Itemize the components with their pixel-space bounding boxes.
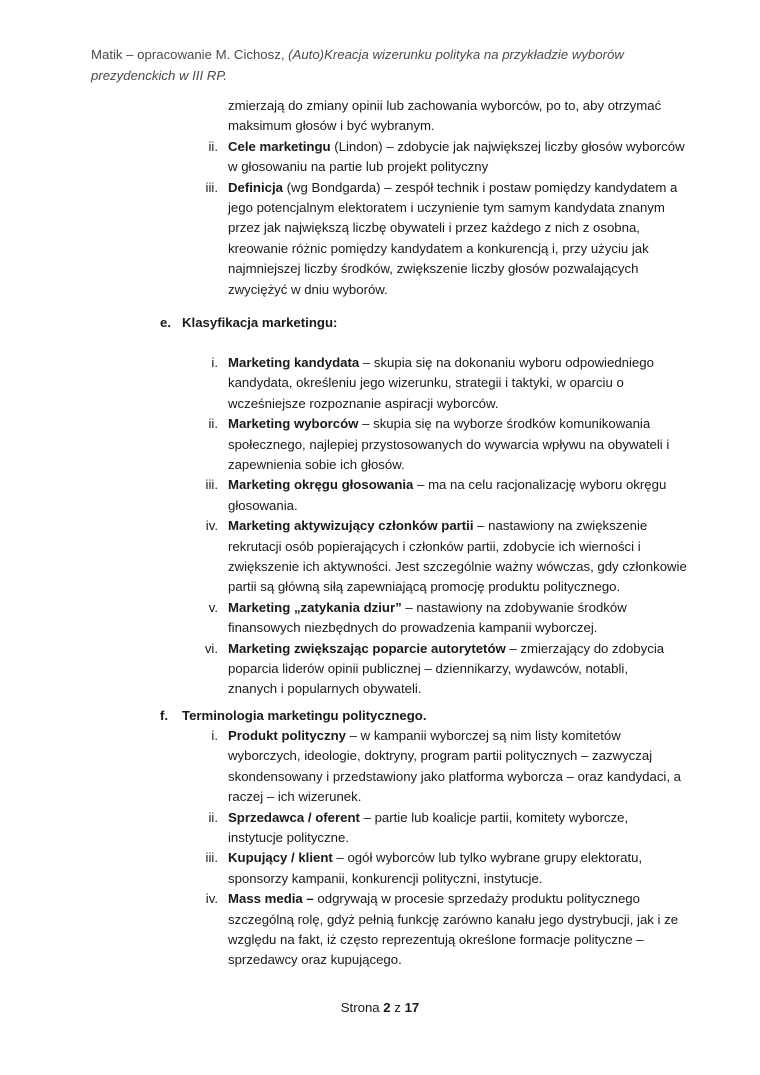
list-item-line <box>228 808 688 828</box>
list-item-line <box>228 239 688 259</box>
list-item-text: (wg Bondgarda) – zespół technik i postaw pomiędzy kandydatem a <box>282 179 678 195</box>
list-item-line <box>228 557 688 577</box>
list-item-text: jego potencjalnym elektoratem i uczynienie tym samym kandydata znanym <box>228 200 665 215</box>
list-item-line <box>228 910 688 930</box>
list-item-line <box>228 157 688 177</box>
list-item <box>228 808 688 849</box>
list-item-line <box>228 618 688 638</box>
section-title-f <box>160 706 426 726</box>
list-item-line <box>228 218 688 238</box>
list-item-text: znanych i popularnych obywateli. <box>228 681 422 697</box>
list-number: i. <box>211 355 218 370</box>
list-item-text: rekrutacji osób popierających i członków partii, zdobycie ich wierności i <box>228 538 641 554</box>
section-letter: f. <box>160 708 169 723</box>
list-item-text: raczej – ich wizerunek. <box>228 789 362 805</box>
list-item-text: poparcia liderów opinii publicznej – dziennikarzy, wydawców, notabli, <box>228 661 628 676</box>
footer-mid: z <box>390 1000 405 1015</box>
list-item-text: instytucje polityczne. <box>228 830 349 845</box>
list-item-term: Mass media – <box>228 891 314 907</box>
list-item <box>228 475 688 516</box>
list-item-line <box>228 767 688 787</box>
header-title-line-2: prezydenckich w III RP. <box>91 68 228 83</box>
list-item-term: Marketing zwiększając poparcie autorytetów <box>228 640 506 656</box>
list-item-text: zapewnienia sobie ich głosów. <box>228 457 405 472</box>
footer-page-number: 2 <box>383 1000 391 1015</box>
list-item-line <box>228 659 688 679</box>
list-item-line <box>228 598 688 618</box>
list-number: ii. <box>208 416 218 432</box>
list-item-line <box>228 373 688 393</box>
list-item-term: Marketing aktywizujący członków partii <box>228 518 474 534</box>
list-item-term: Marketing wyborców <box>228 416 359 432</box>
list-item-text: – nastawiony na zwiększenie <box>473 518 648 534</box>
section-title-e <box>160 313 337 333</box>
list-item-term: Marketing „zatykania dziur” <box>228 599 402 615</box>
list-item-text: społecznego, najlepiej przystosowanych do wywarcia wpływu na obywateli i <box>228 436 670 452</box>
list-item-text: wcześniejsze rozpoznanie aspiracji wyborców. <box>228 395 499 411</box>
list-item <box>228 726 688 808</box>
list-item-line <box>228 889 688 909</box>
list-item-term: Produkt polityczny <box>228 728 346 743</box>
section-title-text: Terminologia marketingu politycznego. <box>182 708 427 723</box>
list-item-term: Kupujący / klient <box>228 850 333 866</box>
header-title: (Auto)Kreacja wizerunku polityka na przykładzie wyborów <box>288 47 624 62</box>
list-item-term: Marketing okręgu głosowania <box>228 477 414 493</box>
list-item-line <box>228 353 688 373</box>
header-line-1 <box>91 44 691 65</box>
list-item <box>228 848 688 889</box>
list-item-line <box>228 516 688 536</box>
list-number: v. <box>208 599 218 615</box>
list-item-line <box>228 869 688 889</box>
list-item-line <box>228 848 688 868</box>
list-item-term: Definicja <box>228 179 283 195</box>
list-item-line <box>228 259 688 279</box>
list-item-term: Cele marketingu <box>228 138 331 154</box>
list-item-text: zwiększenie ich aktywności. Jest szczególnie ważny wówczas, gdy członkowie <box>228 559 687 574</box>
list-item-line <box>228 746 688 766</box>
list-item <box>228 414 688 475</box>
page-header <box>91 44 691 86</box>
list-number: iii. <box>205 477 218 493</box>
list-number: ii. <box>208 138 218 154</box>
list-item-text: odgrywają w procesie sprzedaży produktu politycznego <box>313 891 640 907</box>
list-item-text: wyborczych, ideologie, doktryny, program partii politycznych – zazwyczaj <box>228 748 653 764</box>
list-item-text: finansowych niezbędnych do prowadzenia kampanii wyborczej. <box>228 620 598 636</box>
list-item-line <box>228 577 688 597</box>
list-item-line <box>228 394 688 414</box>
list-item <box>228 516 688 598</box>
list-item-text: – skupia się na dokonaniu wyboru odpowiedniego <box>359 355 654 370</box>
list-item-text: kandydata, określeniu jego wizerunku, strategii i taktyki, w oparciu o <box>228 375 624 391</box>
list-number: vi. <box>204 640 218 656</box>
list-item-term: Marketing kandydata <box>228 355 360 370</box>
list-item-line <box>228 455 688 475</box>
list-item-text: w głosowaniu na partie lub projekt polityczny <box>228 159 489 175</box>
list-item-line <box>228 137 688 157</box>
list-item-line <box>228 787 688 807</box>
list-item-term: Sprzedawca / oferent <box>228 809 360 825</box>
continuation-line: maksimum głosów i być wybranym. <box>228 118 435 134</box>
list-item-line <box>228 537 688 557</box>
list-item-text: – w kampanii wyborczej są nim listy komitetów <box>345 728 621 743</box>
list-item-text: względu na fakt, iż często reprezentują określone formacje polityczne – <box>228 932 644 947</box>
list-item-line <box>228 679 688 699</box>
list-item-text: szczególną rolę, gdyż pełnią funkcję zarówno kanału jego dystrybucji, jak i ze <box>228 911 679 927</box>
section-letter: e. <box>160 315 171 330</box>
list-item-line <box>228 496 688 516</box>
list-number: iii. <box>205 179 218 195</box>
list-item-text: – ma na celu racjonalizację wyboru okręgu <box>413 477 667 493</box>
list-item-text: (Lindon) – zdobycie jak największej liczby głosów wyborców <box>330 138 685 154</box>
list-item <box>228 598 688 639</box>
page-footer <box>0 998 760 1018</box>
list-item-text: – skupia się na wyborze środków komunikowania <box>358 416 651 432</box>
list-item-text: skondensowany i przedstawiony jako platforma wyborcza – oraz kandydaci, a <box>228 768 682 784</box>
continuation-text <box>228 96 688 137</box>
list-item-line <box>228 475 688 495</box>
list-item-line <box>228 280 688 300</box>
list-item-text: kreowanie różnic pomiędzy kandydatem a konkurencją i, przy użyciu jak <box>228 240 649 256</box>
list-item-text: przez jak największą liczbę obywateli i przez każdego z nich z osobna, <box>228 220 640 236</box>
list-item-text: sponsorzy kampanii, konkurencji polityczni, instytucje. <box>228 870 543 886</box>
footer-prefix: Strona <box>340 1000 384 1015</box>
header-author: Matik – opracowanie M. Cichosz, <box>91 47 289 62</box>
list-item-line <box>228 930 688 950</box>
footer-page-total: 17 <box>404 1000 420 1015</box>
list-item <box>228 639 688 700</box>
list-item-text: – partie lub koalicje partii, komitety wyborcze, <box>359 809 629 825</box>
list-item-text: zwyciężyć w dniu wyborów. <box>228 281 388 297</box>
list-item-line <box>228 639 688 659</box>
list-item-line <box>228 435 688 455</box>
list-item-text: – nastawiony na zdobywanie środków <box>401 599 627 615</box>
list-number: iii. <box>205 850 218 866</box>
list-number: iv. <box>205 891 218 907</box>
list-item-text: sprzedawcy oraz kupującego. <box>228 952 402 968</box>
list-item <box>228 137 688 178</box>
list-item-text: – ogół wyborców lub tylko wybrane grupy elektoratu, <box>332 850 643 866</box>
list-item-line <box>228 828 688 848</box>
list-item-line <box>228 178 688 198</box>
list-item-text: partii są główną siłą zapewniającą promocję produktu politycznego. <box>228 579 621 595</box>
list-number: i. <box>211 728 218 743</box>
list-item <box>228 353 688 414</box>
list-item-line <box>228 198 688 218</box>
list-number: iv. <box>205 518 218 534</box>
continuation-line: zmierzają do zmiany opinii lub zachowania wyborców, po to, aby otrzymać <box>228 98 662 113</box>
list-number: ii. <box>208 809 218 825</box>
list-item-line <box>228 726 688 746</box>
list-item-text: – zmierzający do zdobycia <box>505 640 665 656</box>
list-item <box>228 178 688 300</box>
section-title-text: Klasyfikacja marketingu: <box>182 315 338 330</box>
list-item-text: najmniejszej liczby środków, zwiększenie liczby głosów pozwalających <box>228 261 639 277</box>
list-item-line <box>228 950 688 970</box>
list-item <box>228 889 688 971</box>
list-item-line <box>228 414 688 434</box>
list-item-text: głosowania. <box>228 497 298 513</box>
